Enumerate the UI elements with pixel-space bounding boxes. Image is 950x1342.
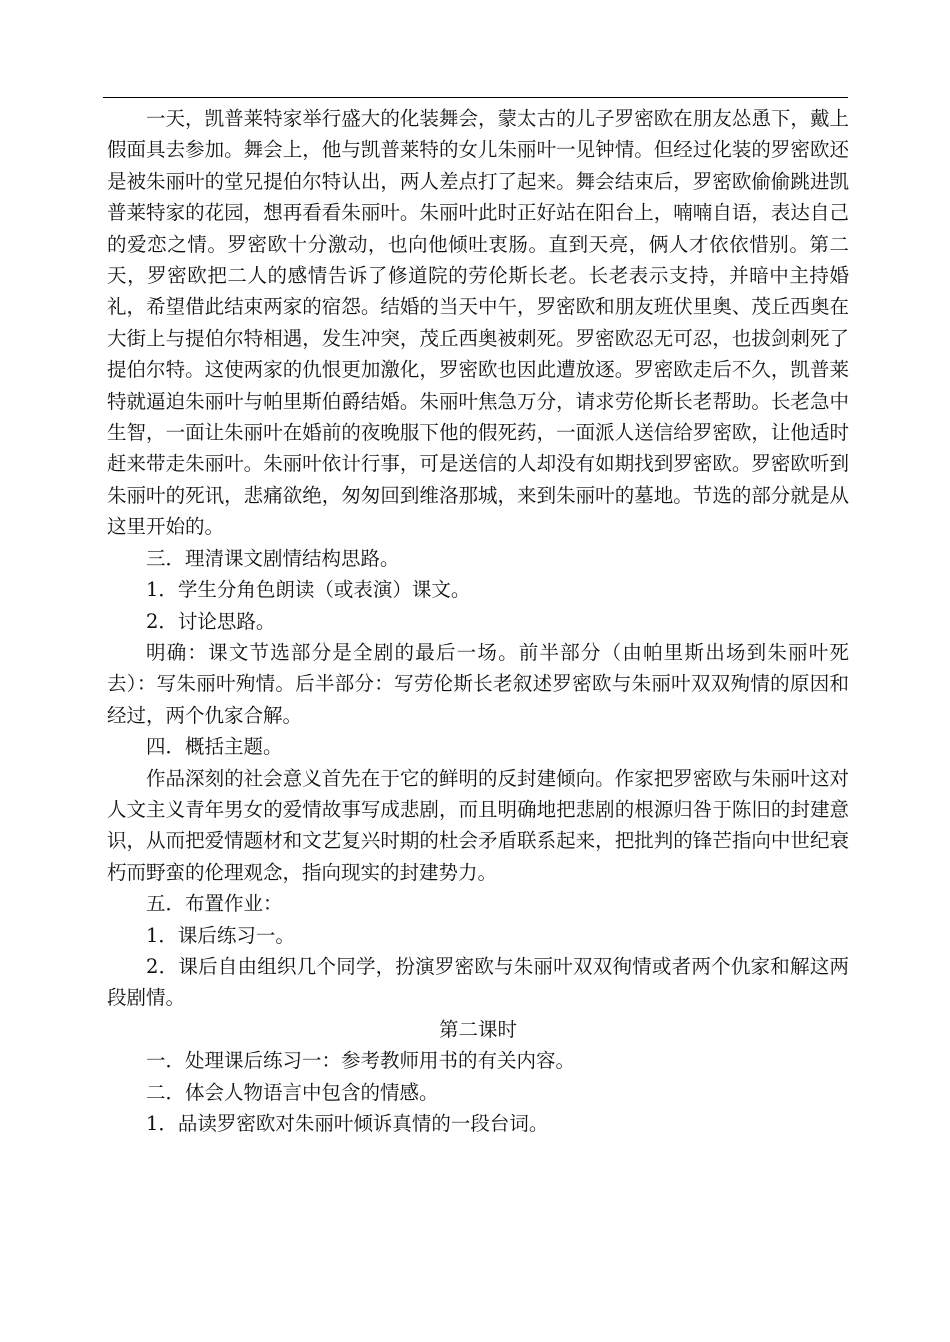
document-body [107,103,849,1139]
list-item: 1．学生分角色朗读（或表演）课文。 [146,578,471,602]
list-item: 2．讨论思路。 [146,609,276,633]
list-item: 1．品读罗密欧对朱丽叶倾诉真情的一段台词。 [146,1112,549,1135]
list-item: 1．课后练习一。 [146,923,295,947]
plot-summary-paragraph: 一天，凯普莱特家举行盛大的化装舞会，蒙太古的儿子罗密欧在朋友怂恿下，戴上假面具去参加。舞会上，他与凯普莱特的女儿朱丽叶一见钟情。但经过化装的罗密欧还是被朱丽叶的堂兄提伯尔特认出，两人差点打了起来。舞会结束后，罗密欧偷偷跳进凯普莱特家的花园，想再看看朱丽叶。朱丽叶此时正好站在阳台上，喃喃自语，表达自己的爱恋之情。罗密欧十分激动，也向他倾吐衷肠。直到天亮，俩人才依依惜别。第二天，罗密欧把二人的感情告诉了修道院的劳伦斯长老。长老表示支持，并暗中主持婚礼，希望借此结束两家的宿怨。结婚的当天中午，罗密欧和朋友班伏里奥、茂丘西奥在大街上与提伯尔特相遇，发生冲突，茂丘西奥被刺死。罗密欧忍无可忍，也拔剑刺死了提伯尔特。这使两家的仇恨更加激化，罗密欧也因此遭放逐。罗密欧走后不久，凯普莱特就逼迫朱丽叶与帕里斯伯爵结婚。朱丽叶焦急万分，请求劳伦斯长老帮助。长老急中生智，一面让朱丽叶在婚前的夜晚服下他的假死药，一面派人送信给罗密欧，让他适时赶来带走朱丽叶。朱丽叶依计行事，可是送信的人却没有如期找到罗密欧。罗密欧听到朱丽叶的死讯，悲痛欲绝，匆匆回到维洛那城，来到朱丽叶的墓地。节选的部分就是从这里开始的。 [107,107,849,539]
header-rule [103,97,848,98]
section-heading-1: 一．处理课后练习一：参考教师用书的有关内容。 [146,1049,576,1073]
section-heading-4: 四．概括主题。 [146,735,283,759]
theme-paragraph: 作品深刻的社会意义首先在于它的鲜明的反封建倾向。作家把罗密欧与朱丽叶这对人文主义青年男女的爱情故事写成悲剧，而且明确地把悲剧的根源归咎于陈旧的封建意识，从而把爱情题材和文艺复兴时期的杜会矛盾联系起来，把批判的锋芒指向中世纪衰朽而野蛮的伦理观念，指向现实的封建势力。 [107,766,849,884]
section-heading-5: 五．布置作业： [146,892,283,916]
lesson-heading: 第二课时 [438,1017,517,1041]
section-heading-3: 三．理清课文剧情结构思路。 [146,546,400,570]
answer-paragraph: 明确：课文节选部分是全剧的最后一场。前半部分（由帕里斯出场到朱丽叶死去）：写朱丽叶殉情。后半部分：写劳伦斯长老叙述罗密欧与朱丽叶双双殉情的原因和经过，两个仇家合解。 [107,640,849,727]
list-item: 2．课后自由组织几个同学，扮演罗密欧与朱丽叶双双徇情或者两个仇家和解这两段剧情。 [107,954,849,1010]
section-heading-2: 二．体会人物语言中包含的情感。 [146,1080,439,1104]
